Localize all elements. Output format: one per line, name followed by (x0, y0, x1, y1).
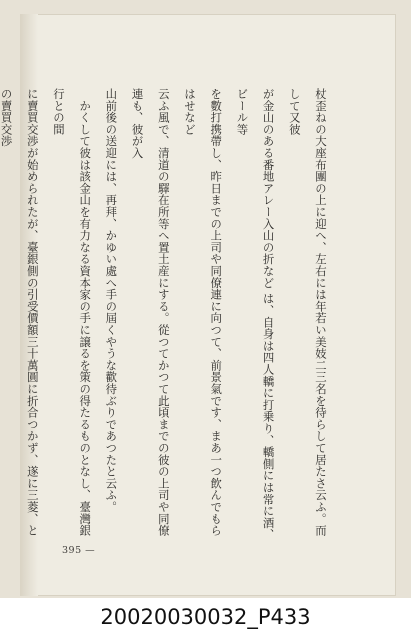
page-identifier: 20020030032_P433 (100, 605, 311, 629)
text-line-5: 山前後の送迎には、再拜、かゆい處へ手の屆くやうな歡待ぶりであつたと云ふ。 (104, 88, 119, 513)
text-line-2: が金山のある番地アレー入山の折など は、自身は四人轎に打乗り、轎側には常に酒、ビール等 (235, 88, 276, 541)
page-number: 395 — (62, 545, 96, 556)
vertical-text-body (0, 88, 334, 546)
text-line-6: かくして彼は該金山を有力なる資本家の手に譲るを策の得たるものとなし、臺灣銀行との間 (51, 88, 93, 537)
text-line-3: を數打携帶し、昨日までの上司や同僚連に向つて、前景氣です、まあ一つ飲んでもらはせなど (182, 88, 224, 537)
text-line-1: 杖歪ねの大座布團の上に迎へ、左右には年若い美妓二三名を待らして居たさ云ふ。而して又彼 (287, 88, 328, 537)
text-line-4: 云ふ風で、清道の驛在所等へ置土産にする。從つてかつて此頃までの彼の上司や同僚連も、彼が入 (130, 88, 171, 537)
text-line-7: に賣買交渉が始められたが、臺銀側の引受價額三十萬圓に折合つかず、遂に三菱、との賣買交渉 (0, 88, 40, 537)
